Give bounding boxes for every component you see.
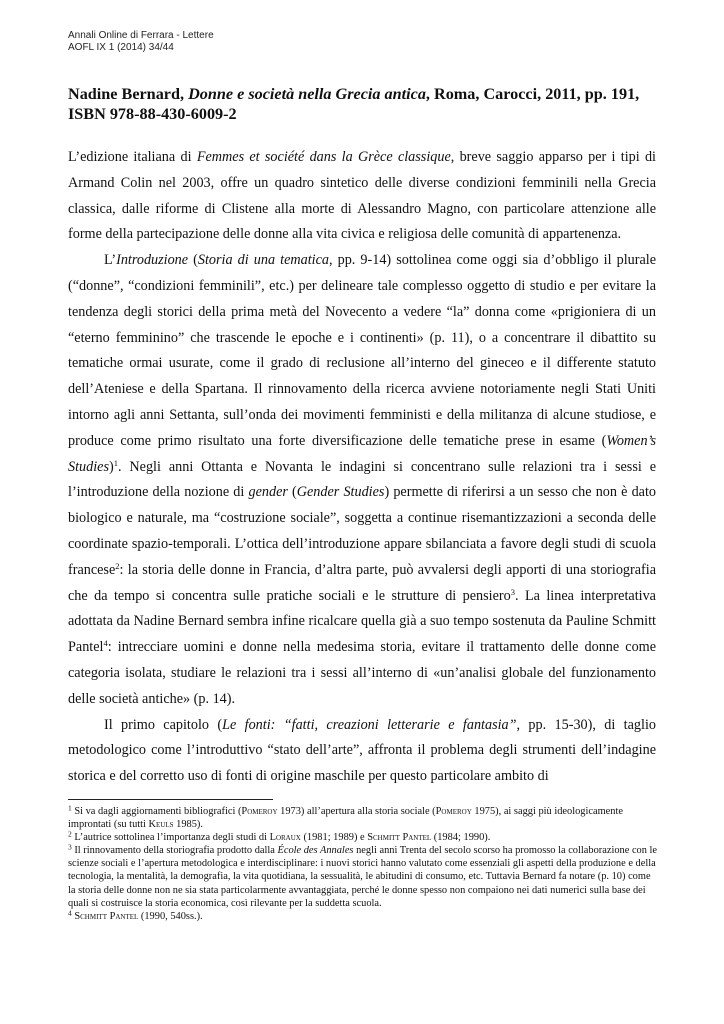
title-author: Nadine Bernard, (68, 85, 189, 103)
running-head (68, 30, 214, 54)
text-run: L’ (104, 252, 117, 269)
text-run: Il primo capitolo ( (104, 716, 223, 733)
footnote-3 (68, 844, 658, 909)
text-run: 1975), ai saggi più ideologicamente improntati (su tutti (68, 806, 623, 831)
text-run: , pp. 15-30), di taglio metodologico come l’introduttivo “stato dell’arte”, affronta il problema degli strumenti dell’indagine storica e del corretto uso di fonti di origine maschile per questo particolare ambito di (68, 716, 656, 785)
text-run: (1981; 1989) e (300, 832, 368, 844)
text-run: , pp. 9-14) sottolinea come oggi sia d’obbligo il plurale (“donne”, “condizioni femminili”, etc.) per delineare tale complesso oggetto di studio e per evitare la tendenza degli storici della prima metà del Novecento a vedere “la” donna come «prigioniera di un “eterno femminino” che trascende le epoche e i continenti» (p. 11), o a concentrare il dibattito su tematiche ormai usurate, come il grado di reclusione all’interno del gineceo e il differente statuto dell’Ateniese e della Spartana. Il rinnovamento della ricerca avviene notoriamente negli Stati Uniti intorno agli anni Settanta, sull’onda dei movimenti femministi e della militanza di alcune studiose, e produce come primo risultato una forte diversificazione delle tematiche prese in esame ( (68, 252, 657, 449)
paragraph-2 (68, 248, 656, 712)
italic-term: École des Annales (277, 845, 354, 857)
footnote-ref-1[interactable]: 1 (113, 457, 118, 468)
author-name: Pomeroy (241, 806, 278, 817)
text-run: 1973) all’apertura alla storia sociale ( (277, 806, 436, 817)
author-name: Keuls (148, 819, 174, 831)
text-run: negli anni Trenta del secolo scorso ha promosso la collaborazione con le scienze sociali e l’apertura metodologica e interdisciplinare: i nuovi storici hanno valutato come essenziali gli aspetti della produzione e della tecnologia, la mentalità, la demografia, la vita quotidiana, la sessualità, le abitudini di consumo, etc. Tuttavia Bernard fa notare (p. 10) come la storia delle donne non ne sia stata particolarmente avvantaggiata, perché le donne spesso non compaiono nei dati numerici sulla base dei quali si costruisce la storia economica, così rilevante per la suddetta scuola. (68, 845, 658, 909)
text-run: : intrecciare uomini e donne nella medesima storia, evitare il trattamento delle donne come categoria isolata, studiare le relazioni tra i sessi all’interno di «un’analisi globale del funzionamento delle società antiche» (p. 14). (68, 639, 656, 707)
text-run: . Negli anni Ottanta e Novanta le indagini si concentrano sulle relazioni tra i sessi e l’introduzione della nozione di (68, 458, 656, 501)
text-run: L’autrice sottolinea l’importanza degli studi di (71, 832, 270, 844)
journal-name: Annali Online di Ferrara - Lettere (68, 30, 214, 41)
author-name: Pomeroy (435, 806, 472, 817)
text-run: . La linea interpretativa adottata da Nadine Bernard sembra infine ricalcare quella già a suo tempo sostenuta da Pauline Schmitt Pantel (68, 587, 656, 656)
footnotes (68, 805, 658, 923)
text-run: ( (188, 252, 198, 269)
text-run: ) (108, 458, 114, 475)
text-run: Si va dagli aggiornamenti bibliografici ( (71, 806, 242, 817)
text-run: ( (287, 484, 297, 501)
footnote-4 (68, 910, 658, 923)
paragraph-1 (68, 145, 656, 248)
footnote-ref-2[interactable]: 2 (115, 560, 120, 571)
text-run: : la storia delle donne in Francia, d’altra parte, può avvalersi degli apporti di una storiografia che da tempo si concentra sulle pratiche sociali e le strutture di pensiero (68, 561, 656, 604)
footnote-number: 2 (68, 829, 72, 839)
footnote-number: 4 (68, 908, 72, 918)
footnote-number: 1 (68, 803, 72, 813)
text-run: L’edizione italiana di (68, 149, 197, 165)
text-run: (1984; 1990). (431, 832, 491, 844)
italic-term: Gender Studies (296, 484, 385, 501)
text-run: ) permette di riferirsi a un sesso che non è dato biologico e naturale, ma “costruzione sociale”, soggetta a continue risemantizzazioni a seconda delle coordinate spazio-temporali. L’ottica dell’introduzione appare sbilanciata a favore degli studi di scuola francese (68, 484, 656, 578)
italic-term: Introduzione (116, 252, 189, 269)
footnote-ref-3[interactable]: 3 (510, 586, 515, 597)
footnote-number: 3 (68, 842, 72, 852)
paragraph-3 (68, 713, 656, 790)
italic-term: gender (248, 484, 288, 501)
italic-term: Storia di una tematica (197, 252, 329, 269)
body-text (68, 145, 656, 790)
issue-info: AOFL IX 1 (2014) 34/44 (68, 42, 174, 53)
footnote-ref-4[interactable]: 4 (103, 638, 108, 649)
author-name: Schmitt Pantel (74, 910, 139, 922)
italic-term: Le fonti: “fatti, creazioni letterarie e fantasia” (222, 716, 517, 733)
footnote-separator (68, 799, 273, 800)
footnote-1 (68, 805, 658, 831)
text-run: Il rinnovamento della storiografia prodotto dalla (71, 845, 278, 857)
author-name: Schmitt Pantel (367, 832, 432, 844)
review-title (68, 84, 658, 124)
italic-title: Femmes et société dans la Grèce classique (196, 149, 451, 165)
text-run: (1990, 540ss.). (138, 910, 203, 922)
text-run: , breve saggio apparso per i tipi di Armand Colin nel 2003, offre un quadro sintetico delle diverse condizioni femminili nella Grecia classica, dalle riforme di Clistene alla morte di Alessandro Magno, con particolare attenzione alle forme della partecipazione delle donne alla vita civica e religiosa delle comunità di appartenenza. (68, 149, 657, 243)
italic-term: Women’s Studies (68, 432, 656, 475)
title-book: Donne e società nella Grecia antica (188, 85, 426, 103)
title-publication: , Roma, Carocci, 2011, pp. 191, ISBN 978-88-430-6009-2 (68, 85, 640, 123)
text-run: 1985). (173, 819, 203, 831)
author-name: Loraux (269, 832, 301, 844)
footnote-2 (68, 831, 658, 844)
